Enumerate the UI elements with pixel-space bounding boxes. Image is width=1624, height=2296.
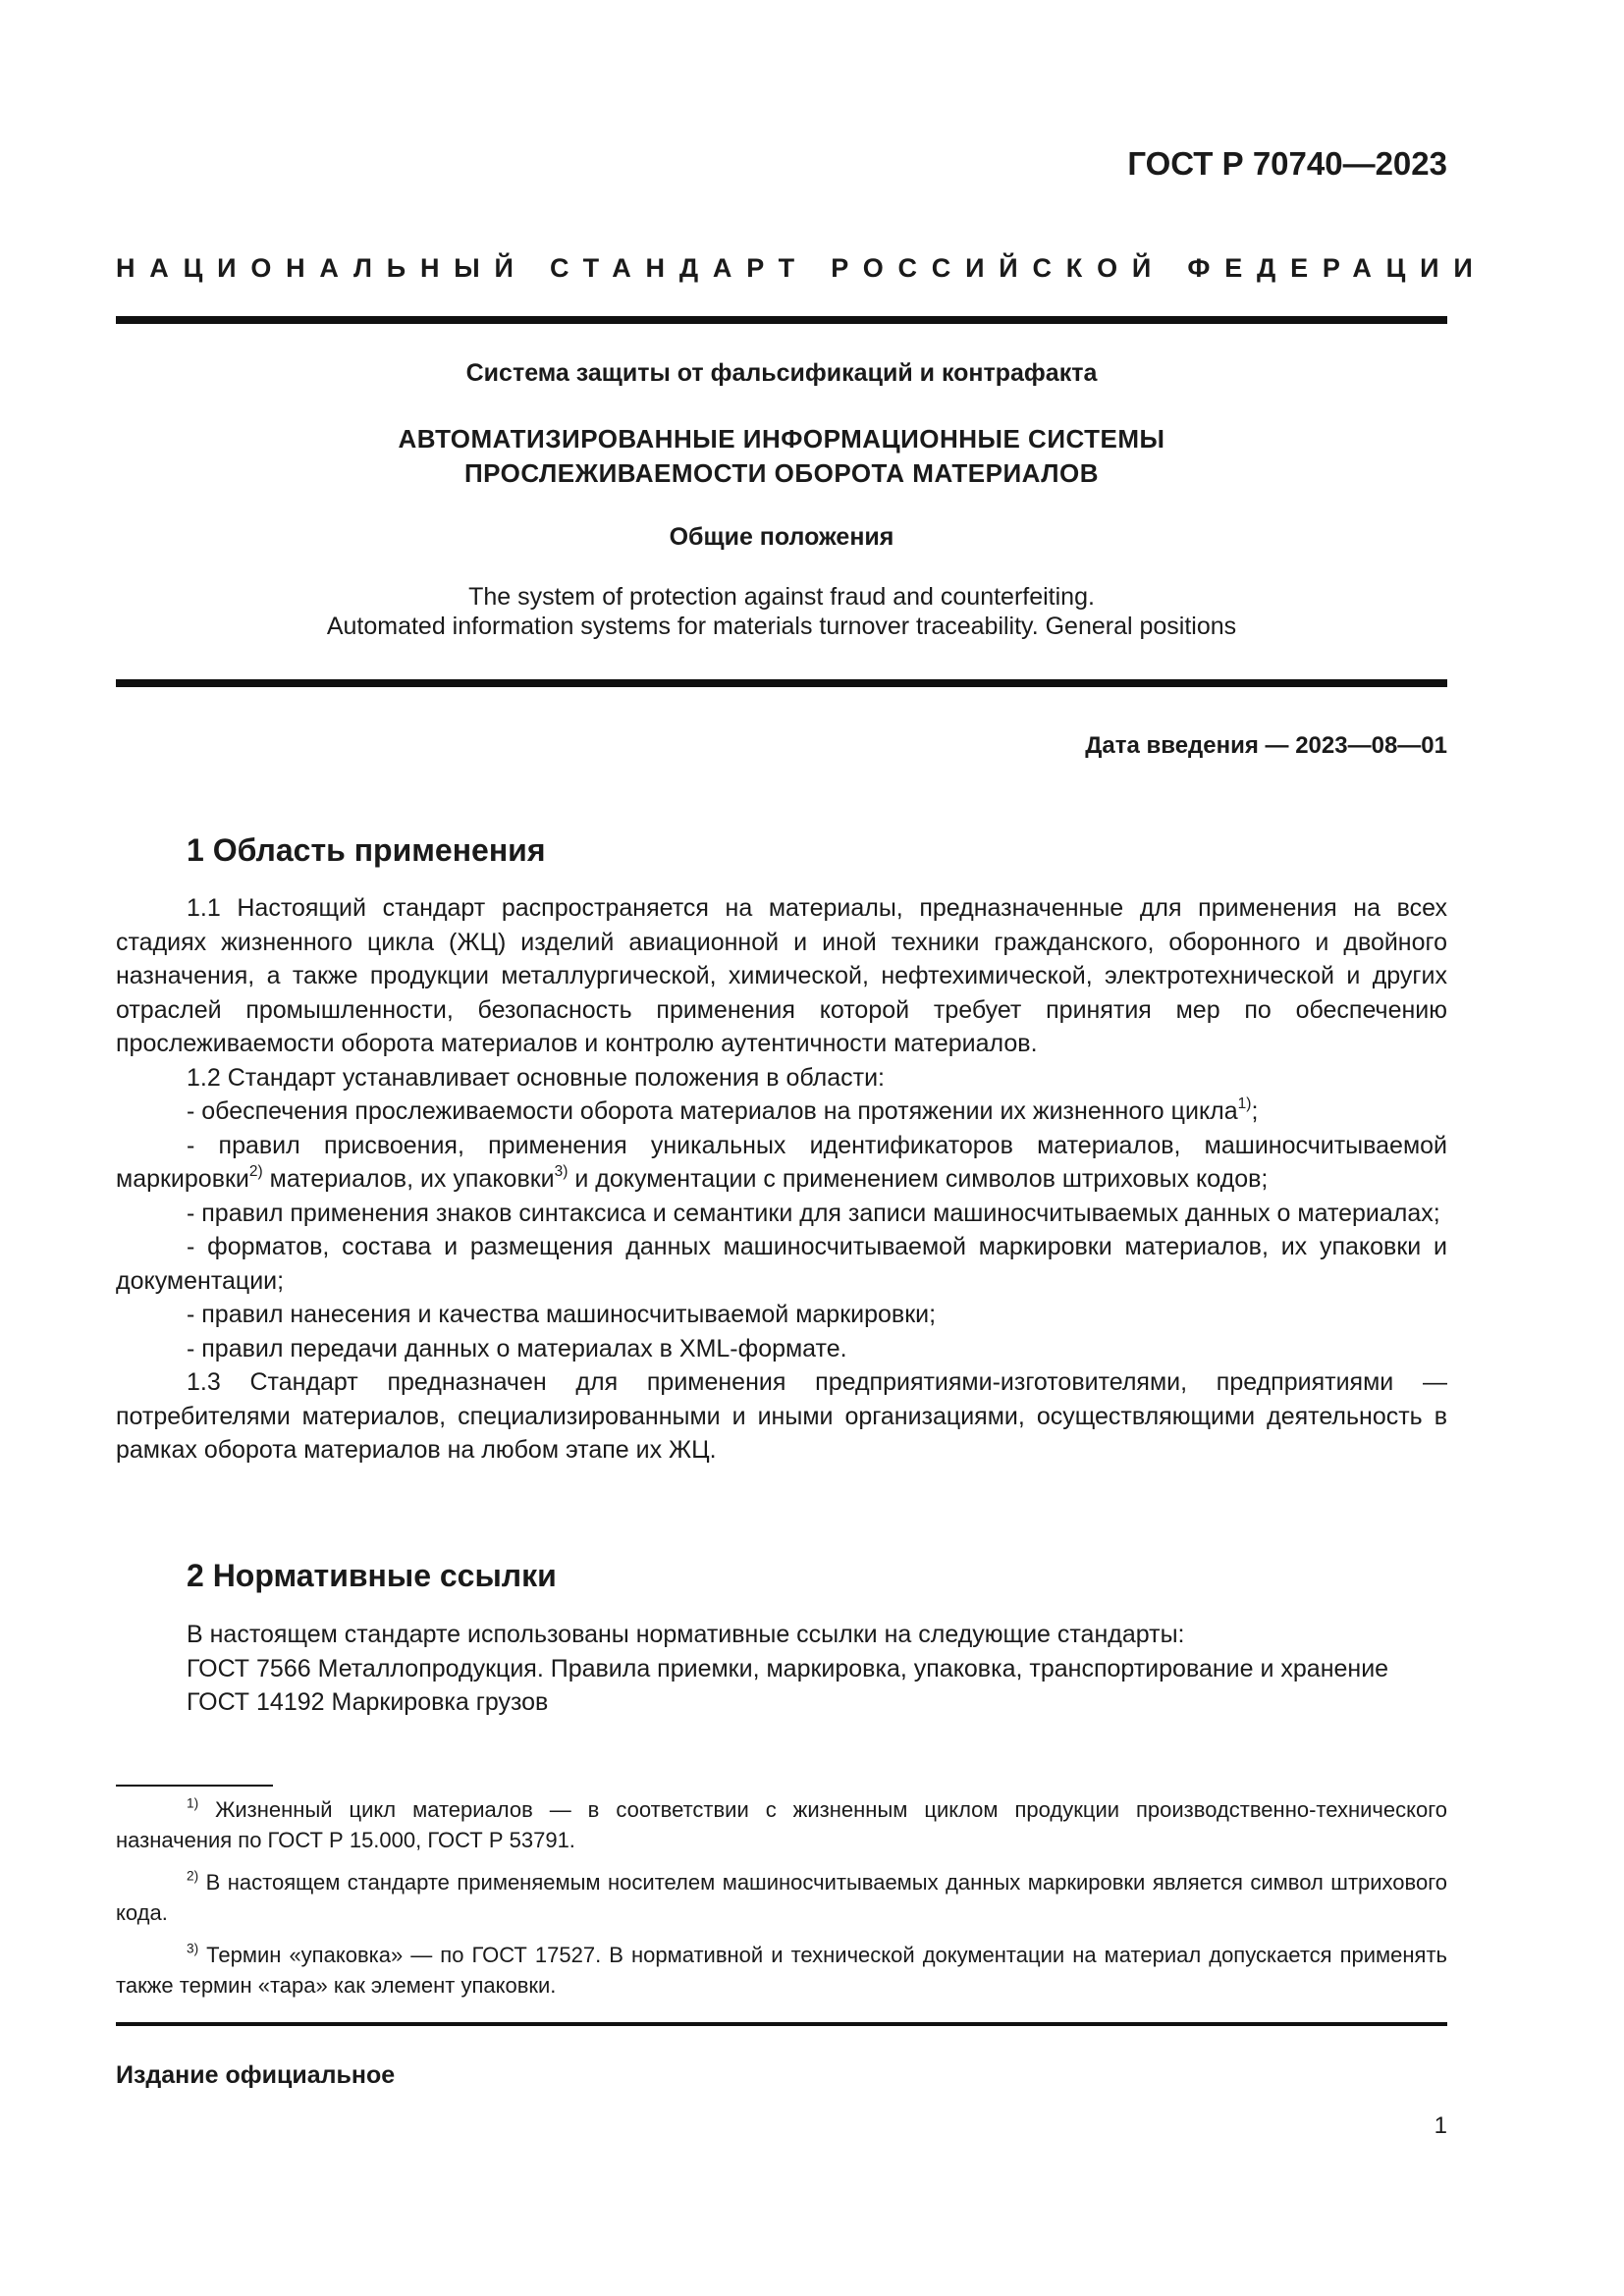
footer-rule — [116, 2022, 1447, 2026]
clause-1-2: 1.2 Стандарт устанавливает основные положения в области: — [187, 1063, 885, 1092]
english-title-line-1: The system of protection against fraud and counterfeiting. — [468, 583, 1095, 611]
section-1-body — [116, 891, 1447, 1468]
header-rule — [116, 316, 1447, 324]
english-title-line-2: Automated information systems for materials turnover traceability. General positions — [326, 613, 1237, 640]
reference-gost-14192: ГОСТ 14192 Маркировка грузов — [187, 1688, 549, 1716]
footnote-2-text: В настоящем стандарте применяемым носителем машиносчитываемых данных маркировки является символ штрихового кода. — [116, 1870, 1447, 1925]
footnote-3 — [116, 1940, 1447, 2001]
section-2-heading: 2 Нормативные ссылки — [187, 1558, 557, 1593]
list-item-4: - форматов, состава и размещения данных машиносчитываемой маркировки материалов, их упаковки и документации; — [116, 1233, 1447, 1295]
list-item-3: - правил применения знаков синтаксиса и семантики для записи машиносчитываемых данных о материалах; — [187, 1199, 1440, 1227]
national-standard-title: НАЦИОНАЛЬНЫЙ СТАНДАРТ РОССИЙСКОЙ ФЕДЕРАЦИИ — [116, 253, 1488, 283]
list-item-1-text: - обеспечения прослеживаемости оборота материалов на протяжении их жизненного цикла — [187, 1097, 1238, 1125]
footnote-1-text: Жизненный цикл материалов — в соответствии с жизненным циклом продукции производственно-технического назначения по ГОСТ Р 15.000, ГОСТ Р 53791. — [116, 1797, 1447, 1852]
series-title: Система защиты от фальсификаций и контрафакта — [465, 359, 1098, 387]
main-title-line-2: ПРОСЛЕЖИВАЕМОСТИ ОБОРОТА МАТЕРИАЛОВ — [463, 458, 1100, 488]
list-item-2-text-c: и документации с применением символов штриховых кодов; — [568, 1165, 1269, 1193]
part-title: Общие положения — [669, 523, 894, 551]
list-item-2 — [116, 1129, 1447, 1197]
clause-1-3: 1.3 Стандарт предназначен для применения предприятиями-изготовителями, предприятиями — потребителями материалов, специализированными и иными организациями, осуществляющими деятельность в рамках оборота материалов на любом этапе их ЖЦ. — [116, 1368, 1447, 1464]
title-rule — [116, 679, 1447, 687]
official-edition: Издание официальное — [116, 2061, 396, 2089]
effective-date: Дата введения — 2023—08—01 — [1085, 732, 1447, 759]
document-number: ГОСТ Р 70740—2023 — [1127, 145, 1447, 182]
footnote-3-mark: 3) — [187, 1941, 199, 1956]
footnote-3-text: Термин «упаковка» — по ГОСТ 17527. В нормативной и технической документации на материал допускается применять также термин «тара» как элемент упаковки. — [116, 1943, 1447, 1998]
footnote-1-mark: 1) — [187, 1795, 199, 1811]
list-item-2-text-b: материалов, их упаковки — [262, 1165, 555, 1193]
list-item-2-text-a: - правил присвоения, применения уникальных идентификаторов материалов, машиносчитываемой маркировки — [116, 1131, 1447, 1193]
section-2-body — [116, 1618, 1447, 1720]
clause-1-1: 1.1 Настоящий стандарт распространяется на материалы, предназначенные для применения на всех стадиях жизненного цикла (ЖЦ) изделий авиационной и иной техники гражданского, оборонного и двойного назначения, а также продукции металлургической, химической, нефтехимической, электротехнической и других отраслей промышленности, безопасность применения которой требует принятия мер по обеспечению прослеживаемости оборота материалов и контролю аутентичности материалов. — [116, 894, 1447, 1057]
reference-gost-7566: ГОСТ 7566 Металлопродукция. Правила приемки, маркировка, упаковка, транспортирование и хранение — [187, 1654, 1389, 1682]
page-number: 1 — [1434, 2112, 1447, 2139]
footnote-ref-2: 2) — [248, 1163, 263, 1181]
list-item-1 — [116, 1095, 1447, 1129]
list-item-5: - правил нанесения и качества машиносчитываемой маркировки; — [187, 1301, 937, 1328]
list-item-6: - правил передачи данных о материалах в XML-формате. — [187, 1334, 847, 1362]
footnotes — [116, 1794, 1447, 2012]
footnote-ref-3: 3) — [554, 1163, 568, 1181]
main-title-line-1: АВТОМАТИЗИРОВАННЫЕ ИНФОРМАЦИОННЫЕ СИСТЕМЫ — [398, 424, 1165, 454]
footnote-separator — [116, 1785, 273, 1787]
section-1-heading: 1 Область применения — [187, 832, 546, 868]
footnote-2-mark: 2) — [187, 1868, 199, 1884]
list-item-1-end: ; — [1251, 1097, 1259, 1125]
footnote-2 — [116, 1867, 1447, 1928]
references-intro: В настоящем стандарте использованы нормативные ссылки на следующие стандарты: — [187, 1621, 1185, 1648]
footnote-ref-1: 1) — [1237, 1095, 1252, 1113]
footnote-1 — [116, 1794, 1447, 1855]
